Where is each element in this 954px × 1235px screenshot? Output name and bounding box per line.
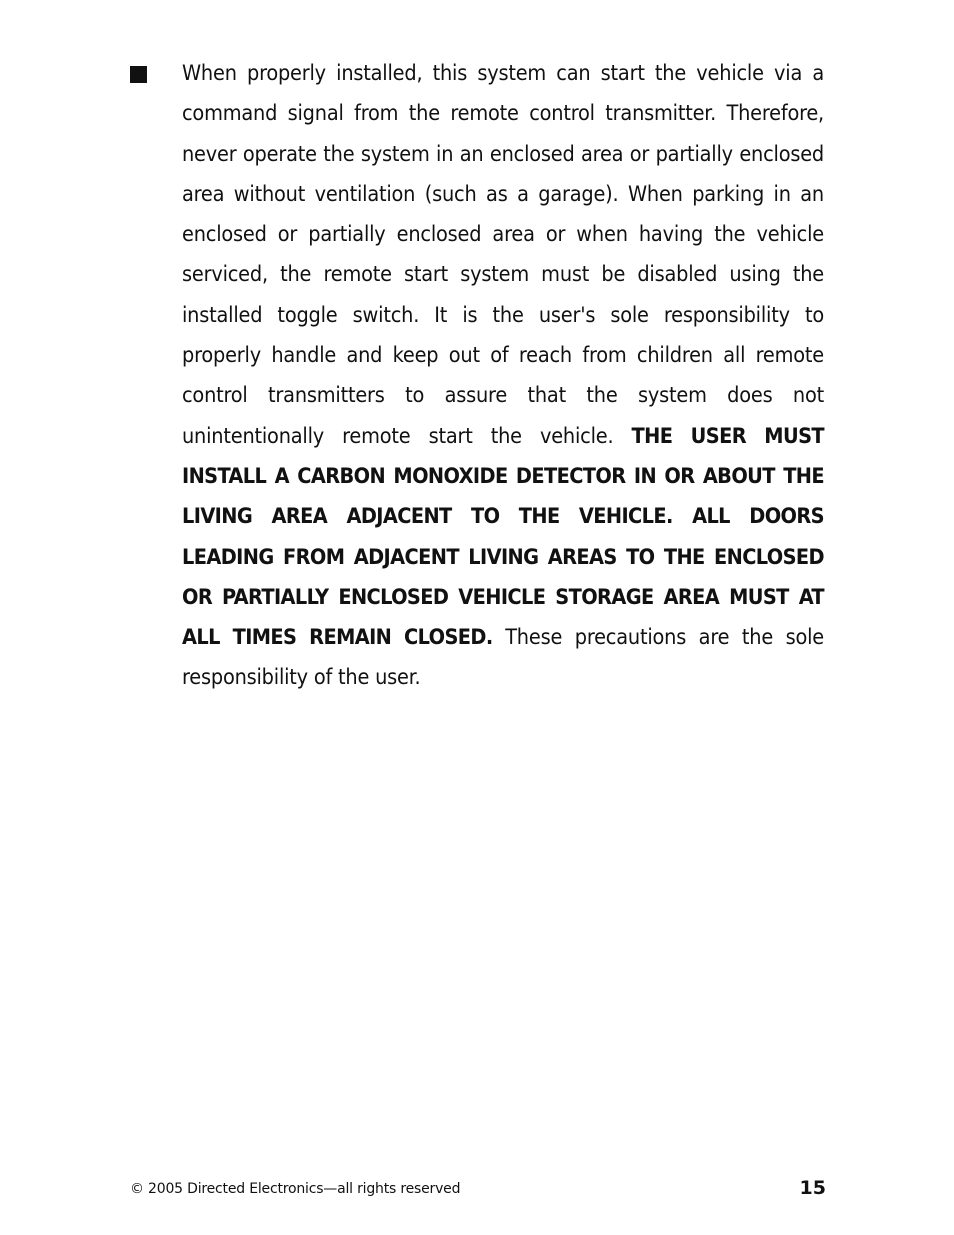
paragraph-text-intro: When properly installed, this system can start the vehicle via a command signal from the remote control transmitter. Therefore, never operate the system in an enclosed area or partially enclosed area without ventilation (such as a garage). When parking in an enclosed or partially enclosed area or when having the vehicle serviced, the remote start system must be disabled using the installed toggle switch. It is the user's sole responsibility to properly handle and keep out of reach from children all remote control transmitters to assure that the system does not unintentionally remote start the vehicle. xyxy=(182,61,824,449)
page-number: 15 xyxy=(799,1177,826,1199)
paragraph-text-closing: These precautions are the sole responsibility of the user. xyxy=(182,625,825,691)
warning-paragraph xyxy=(182,54,824,699)
bullet-square-icon xyxy=(130,66,147,83)
carbon-monoxide-warning: THE USER MUST INSTALL A CARBON MONOXIDE DETECTOR IN OR ABOUT THE LIVING AREA ADJACENT TO THE VEHICLE. ALL DOORS LEADING FROM ADJACENT LIVING AREAS TO THE ENCLOSED OR PARTIALLY ENCLOSED VEHICLE STORAGE AREA MUST AT ALL TIMES REMAIN CLOSED. xyxy=(182,423,824,651)
copyright-notice: © 2005 Directed Electronics—all rights reserved xyxy=(130,1181,461,1197)
